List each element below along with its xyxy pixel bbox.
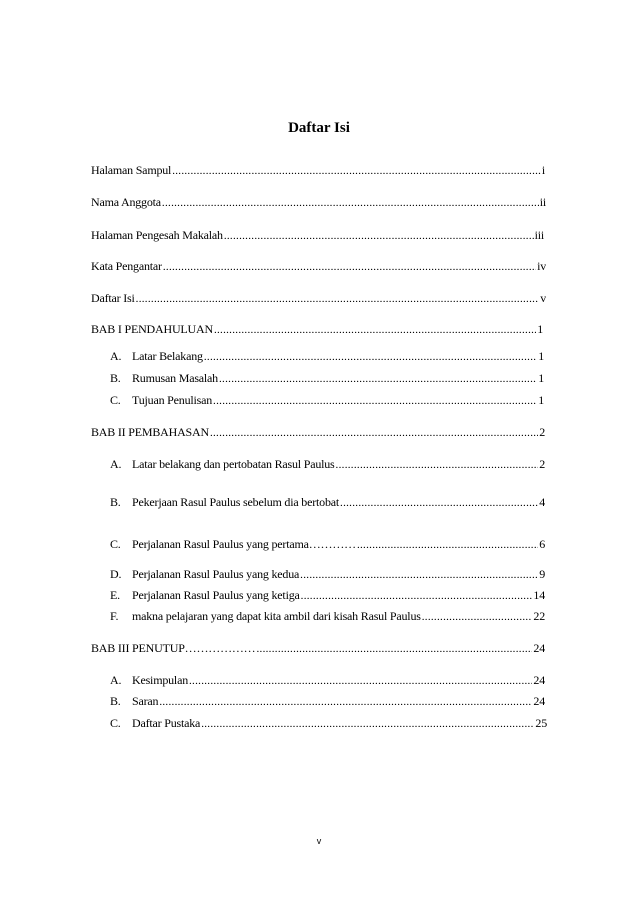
- toc-leader-dots: [224, 228, 534, 243]
- toc-entry-halaman-sampul: [91, 162, 545, 178]
- toc-entry-page: 2: [539, 425, 545, 439]
- toc-entry-prefix: B.: [110, 694, 121, 708]
- toc-leader-dots: [163, 259, 536, 274]
- toc-entry-bab-2: [91, 424, 545, 440]
- toc-leader-dots: [204, 349, 537, 364]
- toc-entry-label: Latar Belakang: [132, 349, 203, 363]
- toc-entry-page: 24: [533, 641, 545, 655]
- toc-entry-page: 6: [539, 537, 545, 551]
- toc-entry-label: Rumusan Masalah: [132, 371, 218, 385]
- toc-entry-label: Kata Pengantar: [91, 259, 162, 273]
- toc-entry-label: Daftar Pustaka: [132, 716, 201, 730]
- toc-entry-perjalanan-ketiga: [110, 587, 545, 603]
- toc-entry-label: Saran: [132, 694, 159, 708]
- toc-leader-dots: [300, 567, 538, 582]
- toc-entry-page: 1: [537, 322, 543, 336]
- toc-entry-label: Perjalanan Rasul Paulus yang pertama…………: [132, 537, 356, 551]
- toc-entry-label: Halaman Sampul: [91, 163, 172, 177]
- toc-entry-label: BAB III PENUTUP………………: [91, 641, 256, 655]
- toc-leader-dots: [210, 425, 538, 440]
- toc-entry-prefix: B.: [110, 495, 121, 509]
- toc-leader-dots: [422, 609, 533, 624]
- toc-leader-dots: [340, 495, 538, 510]
- toc-entry-prefix: C.: [110, 537, 121, 551]
- toc-entry-perjalanan-pertama: [110, 536, 545, 552]
- toc-entry-prefix: F.: [110, 609, 119, 623]
- toc-leader-dots: [201, 716, 534, 731]
- toc-entry-page: 2: [539, 457, 545, 471]
- toc-entry-page: v: [540, 291, 546, 305]
- toc-entry-page: i: [541, 163, 545, 177]
- page-title: Daftar Isi: [288, 120, 350, 136]
- toc-entry-page: 9: [539, 567, 545, 581]
- toc-entry-bab-1: [91, 321, 543, 337]
- toc-leader-dots: [189, 673, 532, 688]
- toc-entry-tujuan-penulisan: [110, 392, 544, 408]
- toc-entry-prefix: D.: [110, 567, 122, 581]
- toc-leader-dots: [172, 163, 541, 178]
- toc-entry-label: Halaman Pengesah Makalah: [91, 228, 223, 242]
- toc-entry-page: 25: [535, 716, 547, 730]
- toc-entry-label: BAB I PENDAHULUAN: [91, 322, 213, 336]
- toc-entry-page: 1: [538, 349, 544, 363]
- toc-entry-kata-pengantar: [91, 258, 546, 274]
- toc-leader-dots: [162, 195, 539, 210]
- toc-entry-page: 22: [533, 609, 545, 623]
- toc-entry-daftar-isi: [91, 290, 546, 306]
- toc-entry-saran: [110, 693, 545, 709]
- toc-entry-perjalanan-kedua: [110, 566, 545, 582]
- toc-entry-prefix: C.: [110, 716, 121, 730]
- toc-entry-latar-belakang-pertobatan: [110, 456, 545, 472]
- toc-entry-prefix: B.: [110, 371, 121, 385]
- toc-entry-label: BAB II PEMBAHASAN: [91, 425, 209, 439]
- toc-entry-prefix: C.: [110, 393, 121, 407]
- toc-entry-page: 4: [539, 495, 545, 509]
- toc-entry-label: Perjalanan Rasul Paulus yang kedua: [132, 567, 300, 581]
- toc-entry-label: Tujuan Penulisan: [132, 393, 213, 407]
- toc-entry-page: 24: [533, 673, 545, 687]
- toc-entry-label: Latar belakang dan pertobatan Rasul Paulus: [132, 457, 335, 471]
- toc-entry-page: 1: [538, 371, 544, 385]
- toc-leader-dots: [214, 322, 536, 337]
- toc-entry-prefix: A.: [110, 457, 122, 471]
- toc-entry-label: Daftar Isi: [91, 291, 135, 305]
- toc-entry-page: 1: [538, 393, 544, 407]
- toc-entry-latar-belakang: [110, 348, 544, 364]
- toc-leader-dots: [357, 537, 538, 552]
- toc-entry-page: ii: [539, 195, 546, 209]
- toc-entry-halaman-pengesah: [91, 227, 544, 243]
- toc-entry-page: 14: [533, 588, 545, 602]
- toc-entry-page: iii: [534, 228, 544, 242]
- toc-entry-kesimpulan: [110, 672, 545, 688]
- page-number: v: [316, 836, 322, 846]
- toc-entry-prefix: E.: [110, 588, 120, 602]
- toc-entry-page: 24: [533, 694, 545, 708]
- toc-entry-rumusan-masalah: [110, 370, 544, 386]
- toc-entry-label: Perjalanan Rasul Paulus yang ketiga: [132, 588, 300, 602]
- toc-entry-label: Nama Anggota: [91, 195, 161, 209]
- toc-entry-label: Pekerjaan Rasul Paulus sebelum dia bertobat: [132, 495, 340, 509]
- toc-leader-dots: [219, 371, 537, 386]
- toc-leader-dots: [159, 694, 532, 709]
- toc-leader-dots: [136, 291, 540, 306]
- toc-entry-prefix: A.: [110, 673, 122, 687]
- toc-entry-label: Kesimpulan: [132, 673, 188, 687]
- toc-entry-prefix: A.: [110, 349, 122, 363]
- toc-leader-dots: [301, 588, 533, 603]
- toc-entry-pekerjaan-rasul-paulus: [110, 494, 545, 510]
- toc-entry-daftar-pustaka: [110, 715, 547, 731]
- toc-entry-bab-3: [91, 640, 545, 656]
- toc-leader-dots: [213, 393, 537, 408]
- toc-entry-nama-anggota: [91, 194, 546, 210]
- toc-entry-page: iv: [537, 259, 546, 273]
- toc-leader-dots: [256, 641, 532, 656]
- toc-entry-label: makna pelajaran yang dapat kita ambil dari kisah Rasul Paulus: [132, 609, 421, 623]
- toc-entry-makna-pelajaran: [110, 608, 545, 624]
- toc-leader-dots: [336, 457, 539, 472]
